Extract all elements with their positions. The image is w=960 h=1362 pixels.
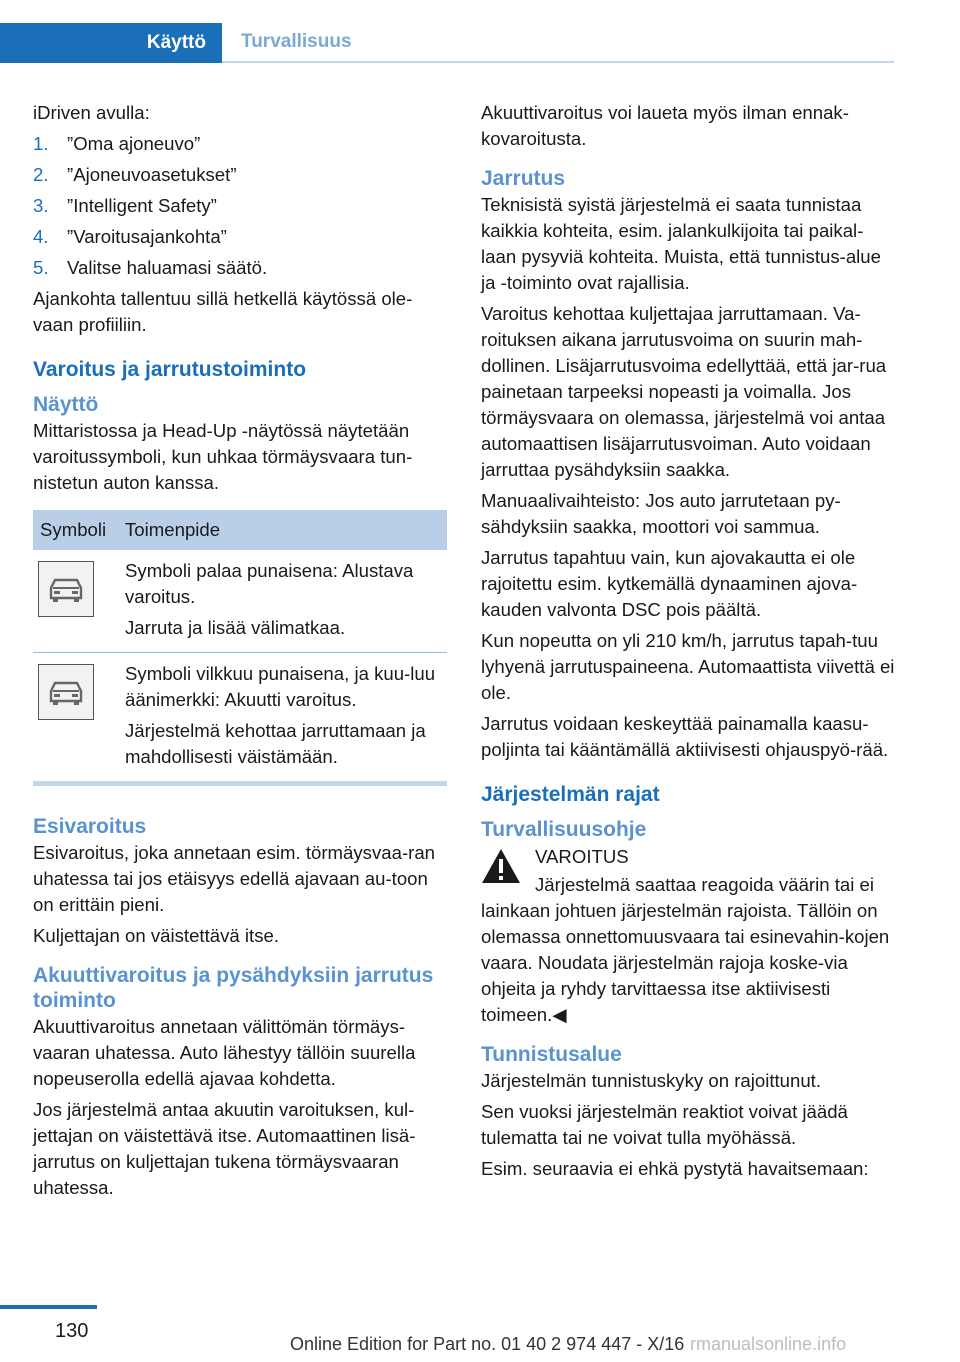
akuutti-note: Akuuttivaroitus voi laueta myös ilman ennak-kovaroitusta. [481,102,849,149]
jarrutus-text-1: Teknisistä syistä järjestelmä ei saata tunnistaa kaikkia kohteita, esim. jalankulkijoita tai paikal-laan pysyviä kohteita. Muista, että tunnistus-alue ja -toiminto ovat rajallisia. [481,194,881,293]
list-item: 1. ”Oma ajoneuvo” [33,133,201,154]
car-warning-icon [38,561,94,617]
list-item: 3. ”Intelligent Safety” [33,195,217,216]
list-item: 5. Valitse haluamasi säätö. [33,257,268,278]
tab-turvallisuus: Turvallisuus [241,31,352,52]
col-symbol: Symboli [40,519,107,540]
page-number: 130 [55,1320,89,1342]
heading-akuutti: Akuuttivaroitus ja pysähdyksiin jarrutus toiminto [33,964,434,1012]
intro-text: iDriven avulla: [33,102,150,123]
heading-naytto: Näyttö [33,393,99,416]
heading-tunnistusalue: Tunnistusalue [481,1043,622,1066]
jarrutus-text-2: Varoitus kehottaa kuljettajaa jarruttamaan. Va-roituksen aikana jarrutusvoima on suurin mah-dollinen. Lisäjarrutusvoima edellyttää, että jar-rua painetaan tarpeeksi nopeasti ja voimalla. Jos törmäysvaara on olemassa, järjestelmä voi antaa automaattisen lisäjarrutusvoiman. Auto voidaan jarruttaa pysähdyksiin saakka. [481,303,887,480]
right-column [481,100,895,1187]
jarrutus-text-5: Kun nopeutta on yli 210 km/h, jarrutus tapah-tuu lyhyenä jarrutuspaineena. Automaattista viivettä ei ole. [481,630,895,703]
naytto-text: Mittaristossa ja Head-Up -näytössä näytetään varoitussymboli, kun uhkaa törmäysvaara tun-nistetun auton kanssa. [33,420,413,493]
warning-triangle-icon [481,848,521,884]
heading-jarrutus: Jarrutus [481,167,566,190]
jarrutus-text-4: Jarrutus tapahtuu vain, kun ajovakautta ei ole rajoitettu esim. kytkemällä dynaaminen ajova-kauden valvonta DSC pois päältä. [481,547,858,620]
footer-rule [0,1305,97,1309]
tunnistus-text-1: Järjestelmän tunnistuskyky on rajoittunut. [481,1070,822,1091]
col-action: Toimenpide [125,519,221,540]
esivaroitus-text-1: Esivaroitus, joka annetaan esim. törmäysvaa-ran uhatessa tai jos etäisyys edellä ajavaan au-toon on erittäin pieni. [33,842,436,915]
steps-list [33,131,447,281]
tunnistus-text-3: Esim. seuraavia ei ehkä pystytä havaitsemaan: [481,1158,869,1179]
warning-label: VAROITUS [535,846,629,867]
heading-varoitus: Varoitus ja jarrutustoiminto [33,358,307,381]
heading-esivaroitus: Esivaroitus [33,815,147,838]
esivaroitus-text-2: Kuljettajan on väistettävä itse. [33,925,279,946]
row-text-1: Symboli vilkkuu punaisena, ja kuu-luu äänimerkki: Akuutti varoitus. [125,663,436,710]
table-header [33,510,447,550]
row-text-2: Jarruta ja lisää välimatkaa. [125,617,346,638]
table-row [33,550,447,652]
tab-kaytto: Käyttö [0,23,222,63]
warning-text: lainkaan johtuen järjestelmän rajoista. Tällöin on olemassa onnettomuusvaara tai esinevahin-kojen vaara. Noudata järjestelmän rajoja koske-via ohjeita ja ryhdy tarvittaessa itse aktiivisesti toimeen.◀ [481,900,890,1025]
akuutti-text-2: Jos järjestelmä antaa akuutin varoituksen, kul-jettajan on väistettävä itse. Automaattinen lisä-jarrutus on kuljettajan tukena törmäysvaaran uhatessa. [33,1099,416,1198]
heading-turvallisuusohje: Turvallisuusohje [481,818,647,841]
warning-box [481,844,895,1028]
table-bottom-rule [33,781,447,786]
left-column [33,100,447,1206]
watermark: rmanualsonline.info [690,1334,847,1354]
heading-rajat: Järjestelmän rajat [481,783,660,806]
header-tabs [0,23,894,63]
symbol-table [33,510,447,786]
list-item: 2. ”Ajoneuvoasetukset” [33,164,237,185]
table-row [33,652,447,781]
edition-text: Online Edition for Part no. 01 40 2 974 447 - X/16 [290,1334,685,1354]
car-warning-icon [38,664,94,720]
list-item: 4. ”Varoitusajankohta” [33,226,227,247]
row-text-1: Symboli palaa punaisena: Alustava varoitus. [125,560,414,607]
tunnistus-text-2: Sen vuoksi järjestelmän reaktiot voivat jäädä tulematta tai ne voivat tulla myöhässä. [481,1101,848,1148]
jarrutus-text-3: Manuaalivaihteisto: Jos auto jarrutetaan py-sähdyksiin saakka, moottori voi sammua. [481,490,841,537]
header-divider [222,61,894,63]
jarrutus-text-6: Jarrutus voidaan keskeyttää painamalla kaasu-poljinta tai kääntämällä aktiivisesti ohjauspyö-rää. [481,713,889,760]
row-text-2: Järjestelmä kehottaa jarruttamaan ja mahdollisesti väistämään. [125,720,426,767]
warning-text-first: Järjestelmä saattaa reagoida väärin tai ei [535,874,875,895]
akuutti-text-1: Akuuttivaroitus annetaan välittömän törmäys-vaaran uhatessa. Auto lähestyy tällöin suurella nopeuserolla edellä ajavaa kohdetta. [33,1016,416,1089]
saved-note: Ajankohta tallentuu sillä hetkellä käytössä ole-vaan profiiliin. [33,288,413,335]
